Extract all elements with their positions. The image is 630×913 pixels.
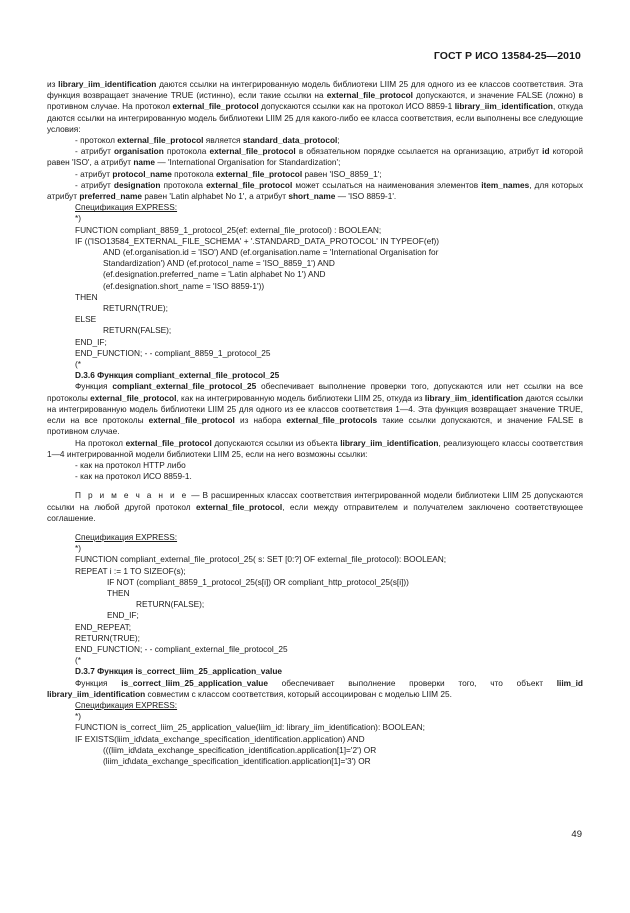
code-line: (((liim_id\data_exchange_specification_identification.application[1]='2') OR (103, 744, 377, 755)
code-line: RETURN(FALSE); (103, 325, 172, 336)
spec-label: Спецификация EXPRESS: (75, 531, 178, 542)
code-line: (* (75, 655, 81, 666)
code-line: (* (75, 359, 81, 370)
code-line: ELSE (75, 314, 97, 325)
code-line: FUNCTION is_correct_liim_25_application_value(liim_id: library_iim_identification): BOOLEAN; (75, 722, 425, 733)
code-line: IF EXISTS(liim_id\data_exchange_specification_identification.application) AND (75, 733, 365, 744)
page-content (47, 79, 583, 767)
code-line: RETURN(TRUE); (103, 303, 168, 314)
note-text: — В расширенных классах соответствия интегрированной модели библиотеки LIIM 25 допускаются ссылки на любой другой протокол external_file_protocol, если между отправителем и получателем заключено соответствующее соглашение. (47, 490, 584, 523)
code-line: RETURN(FALSE); (136, 599, 205, 610)
list-item: - как на протокол HTTP либо (75, 459, 186, 470)
code-line: THEN (107, 587, 130, 598)
code-line: IF (('ISO13584_EXTERNAL_FILE_SCHEMA' + '.STANDARD_DATA_PROTOCOL' IN TYPEOF(ef)) (75, 235, 440, 246)
section-heading: D.3.6 Функция compliant_external_file_protocol_25 (75, 370, 280, 381)
body-paragraph: Функция compliant_external_file_protocol_25 обеспечивает выполнение проверки того, допускаются или нет ссылки на все протоколы external_file_protocol, как на интегрированную модель библиотеки LIIM 25, откуда из library_iim_identification даются ссылки на интегрированную модель библиотеки LIIM 25 для одного из ее классов соответствия 1—4. Эта функция возвращает значение TRUE, если на все протоколы external_file_protocol из набора external_file_protocols такие ссылки допускаются, и значение FALSE в противном случае. (47, 381, 583, 437)
code-line: END_IF; (75, 336, 107, 347)
code-line: REPEAT i := 1 TO SIZEOF(s); (75, 565, 186, 576)
code-line: *) (75, 543, 81, 554)
condition-item: - атрибут designation протокола external_file_protocol может ссылаться на наименования элементов item_names, для которых атрибут preferred_name равен 'Latin alphabet No 1', а атрибут short_name — 'ISO 8859-1'. (47, 179, 583, 202)
spec-label: Спецификация EXPRESS: (75, 699, 178, 710)
code-line: IF NOT (compliant_8859_1_protocol_25(s[i]) OR compliant_http_protocol_25(s[i])) (107, 576, 409, 587)
code-line: Standardization') AND (ef.protocol_name = 'ISO_8859_1') AND (103, 258, 335, 269)
note-paragraph (47, 490, 583, 524)
condition-item: - атрибут protocol_name протокола external_file_protocol равен 'ISO_8859_1'; (75, 168, 382, 179)
code-line: *) (75, 711, 81, 722)
intro-paragraph: из library_iim_identification даются ссылки на интегрированную модель библиотеки LIIM 25 для одного из ее классов соответствия. Эта функция возвращает значение TRUE (истинно), если такие ссылки на external_file_protocol допускаются, и значение FALSE (ложно) в противном случае. На протокол external_file_protocol допускаются ссылки как на протокол ИСО 8859-1 library_iim_identification, откуда даются ссылки на интегрированную модель библиотеки LIIM 25 для какого-либо ее класса соответствия, если выполнены все следующие условия: (47, 79, 583, 134)
spec-label: Спецификация EXPRESS: (75, 202, 178, 213)
code-block-3 (47, 711, 583, 767)
body-paragraph: На протокол external_file_protocol допускаются ссылки из объекта library_iim_identification, реализующего классы соответствия 1—4 интегрированной модели библиотеки LIIM 25, если на него возможны ссылки: (47, 437, 583, 459)
code-line: (ef.designation.preferred_name = 'Latin alphabet No 1') AND (103, 269, 326, 280)
code-line: FUNCTION compliant_8859_1_protocol_25(ef: external_file_protocol) : BOOLEAN; (75, 224, 382, 235)
condition-item: - атрибут organisation протокола external_file_protocol в обязательном порядке ссылается на организацию, атрибут id которой равен 'ISO', а атрибут name — 'International Organisation for Standardization'; (47, 146, 583, 168)
list-item: - как на протокол ИСО 8859-1. (75, 471, 192, 482)
code-line: THEN (75, 291, 98, 302)
document-header: ГОСТ Р ИСО 13584-25—2010 (433, 50, 581, 62)
code-line: END_FUNCTION; - - compliant_external_file_protocol_25 (75, 643, 288, 654)
code-line: (ef.designation.short_name = 'ISO 8859-1')) (103, 280, 265, 291)
body-paragraph: Функция is_correct_liim_25_application_value обеспечивает выполнение проверки того, что объект liim_id library_iim_identification совместим с классом соответствия, который ассоциирован с моделью LIIM 25. (47, 677, 583, 699)
condition-item: - протокол external_file_protocol является standard_data_protocol; (75, 135, 340, 146)
code-line: (liim_id\data_exchange_specification_identification.application[1]='3') OR (103, 755, 371, 766)
code-line: *) (75, 213, 81, 224)
code-block-2 (47, 543, 583, 666)
code-line: FUNCTION compliant_external_file_protocol_25( s: SET [0:?] OF external_file_protocol): BOOLEAN; (75, 554, 447, 565)
page-number: 49 (571, 829, 582, 840)
code-line: END_IF; (107, 610, 139, 621)
code-line: END_REPEAT; (75, 621, 132, 632)
section-heading: D.3.7 Функция is_correct_liim_25_application_value (75, 666, 282, 677)
note-label: П р и м е ч а н и е (75, 490, 189, 501)
code-line: END_FUNCTION; - - compliant_8859_1_protocol_25 (75, 347, 271, 358)
code-line: RETURN(TRUE); (75, 632, 140, 643)
code-block-1 (47, 213, 583, 370)
code-line: AND (ef.organisation.id = 'ISO') AND (ef.organisation.name = 'International Organisation for (103, 247, 439, 258)
